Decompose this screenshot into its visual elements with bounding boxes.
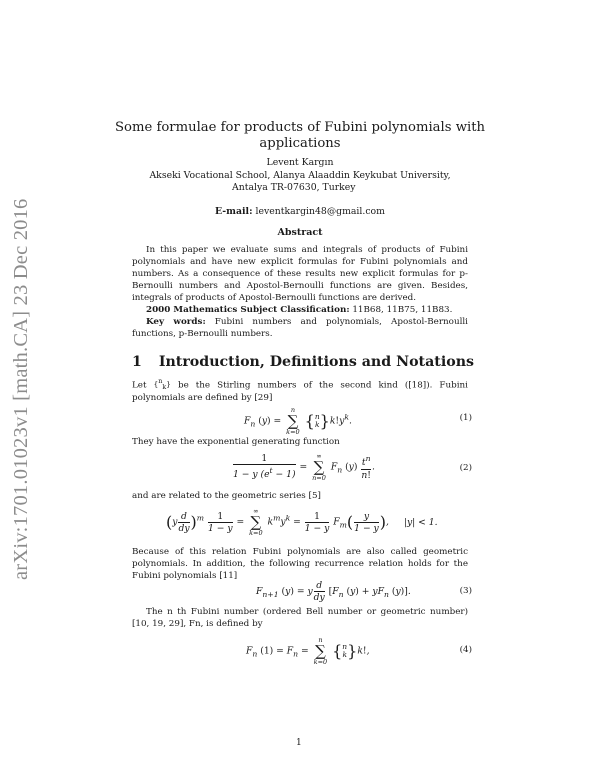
equation-number-1: (1) bbox=[459, 413, 472, 423]
equation-number-3: (3) bbox=[459, 586, 472, 596]
section-heading bbox=[132, 354, 474, 370]
email-link[interactable]: leventkargin48@gmail.com bbox=[255, 206, 385, 217]
equation-1: $F_n$ (y) = n ∑ k=0 {n $k\}k!y^k$. bbox=[244, 406, 352, 436]
email-line bbox=[100, 206, 500, 219]
paragraph-2: They have the exponential generating function bbox=[132, 437, 340, 447]
equation-number-4: (4) bbox=[459, 645, 472, 655]
paragraph-4: Because of this relation Fubini polynomials are also called geometric polynomials. In addition, the following recurrence relation holds for the Fubini polynomials [11] bbox=[132, 547, 468, 582]
page-number: 1 bbox=[296, 738, 302, 748]
author: Levent Kargın bbox=[266, 157, 334, 168]
section-title: Introduction, Definitions and Notations bbox=[158, 354, 474, 370]
keywords-line bbox=[132, 316, 468, 340]
msc-line bbox=[132, 304, 468, 316]
abstract-text: In this paper we evaluate sums and integrals of products of Fubini polynomials and have new explicit formulas for Fubini polynomials and numbers. As a consequence of these results new explicit formulas for p-Bernoulli numbers and Apostol-Bernoulli functions are given. Besides, integrals of products of Apostol-Bernoulli functions are derived. bbox=[132, 245, 468, 304]
equation-number-2: (2) bbox=[459, 463, 472, 473]
keywords-value: Fubini numbers and polynomials, Apostol-Bernoulli functions, p-Bernoulli numbers. bbox=[132, 317, 468, 340]
equation-4: $F_n$ $(1) = F_n$ = n ∑ k=0 {n k}k!, bbox=[246, 636, 370, 666]
equation-2: $\frac{1}{1 - y (e^t - 1)}$ = ∞ ∑ n=0 $F_n$ (y) $\frac{t^n}{n!}$ . bbox=[233, 452, 375, 482]
affiliation-line-1: Akseki Vocational School, Alanya Alaaddin Keykubat University, bbox=[149, 170, 451, 181]
para1-text: be the Stirling numbers of the second kind ([18]). Fubini polynomials are defined by [29] bbox=[132, 380, 468, 403]
paragraph-5: The n th Fubini number (ordered Bell number or geometric number) [10, 19, 29], Fn, is defined by bbox=[132, 607, 468, 630]
arxiv-side-stamp: arXiv:1701.01023v1 [math.CA] 23 Dec 2016 bbox=[10, 198, 32, 580]
section-number: 1 bbox=[132, 354, 142, 370]
msc-value: 11B68, 11B75, 11B83. bbox=[352, 305, 453, 315]
equation-geometric: (y $\frac{d}{dy}$ )$^m$ $\frac{1}{1 - y}$ = ∞ ∑ k=0 $k^my^k$ = $\frac{1}{1 - y}$ $F_m$( $\frac{y}{1 - y}$ ), |y| < 1. bbox=[166, 507, 438, 537]
title-line-1: Some formulae for products of Fubini polynomials with bbox=[114, 120, 486, 135]
paper-title bbox=[100, 120, 500, 152]
email-label: E-mail: bbox=[215, 206, 253, 217]
stirling-symbol: {$^n_k$} bbox=[153, 378, 171, 391]
title-line-2: applications bbox=[259, 136, 341, 151]
msc-label: 2000 Mathematics Subject Classification: bbox=[146, 305, 350, 315]
paragraph-1 bbox=[132, 378, 468, 404]
para1-let: Let bbox=[132, 380, 147, 391]
geometric-condition: |y| < 1. bbox=[403, 516, 438, 528]
paragraph-3: and are related to the geometric series [5] bbox=[132, 491, 321, 501]
keywords-label: Key words: bbox=[146, 317, 206, 327]
affiliation-line-2: Antalya TR-07630, Turkey bbox=[232, 182, 356, 193]
abstract-heading: Abstract bbox=[277, 227, 323, 238]
equation-3: $F_{n+1}$ (y) = y $\frac{d}{dy}$ [$F_n$ $(y) + yF_n$ (y)]. bbox=[256, 580, 411, 603]
